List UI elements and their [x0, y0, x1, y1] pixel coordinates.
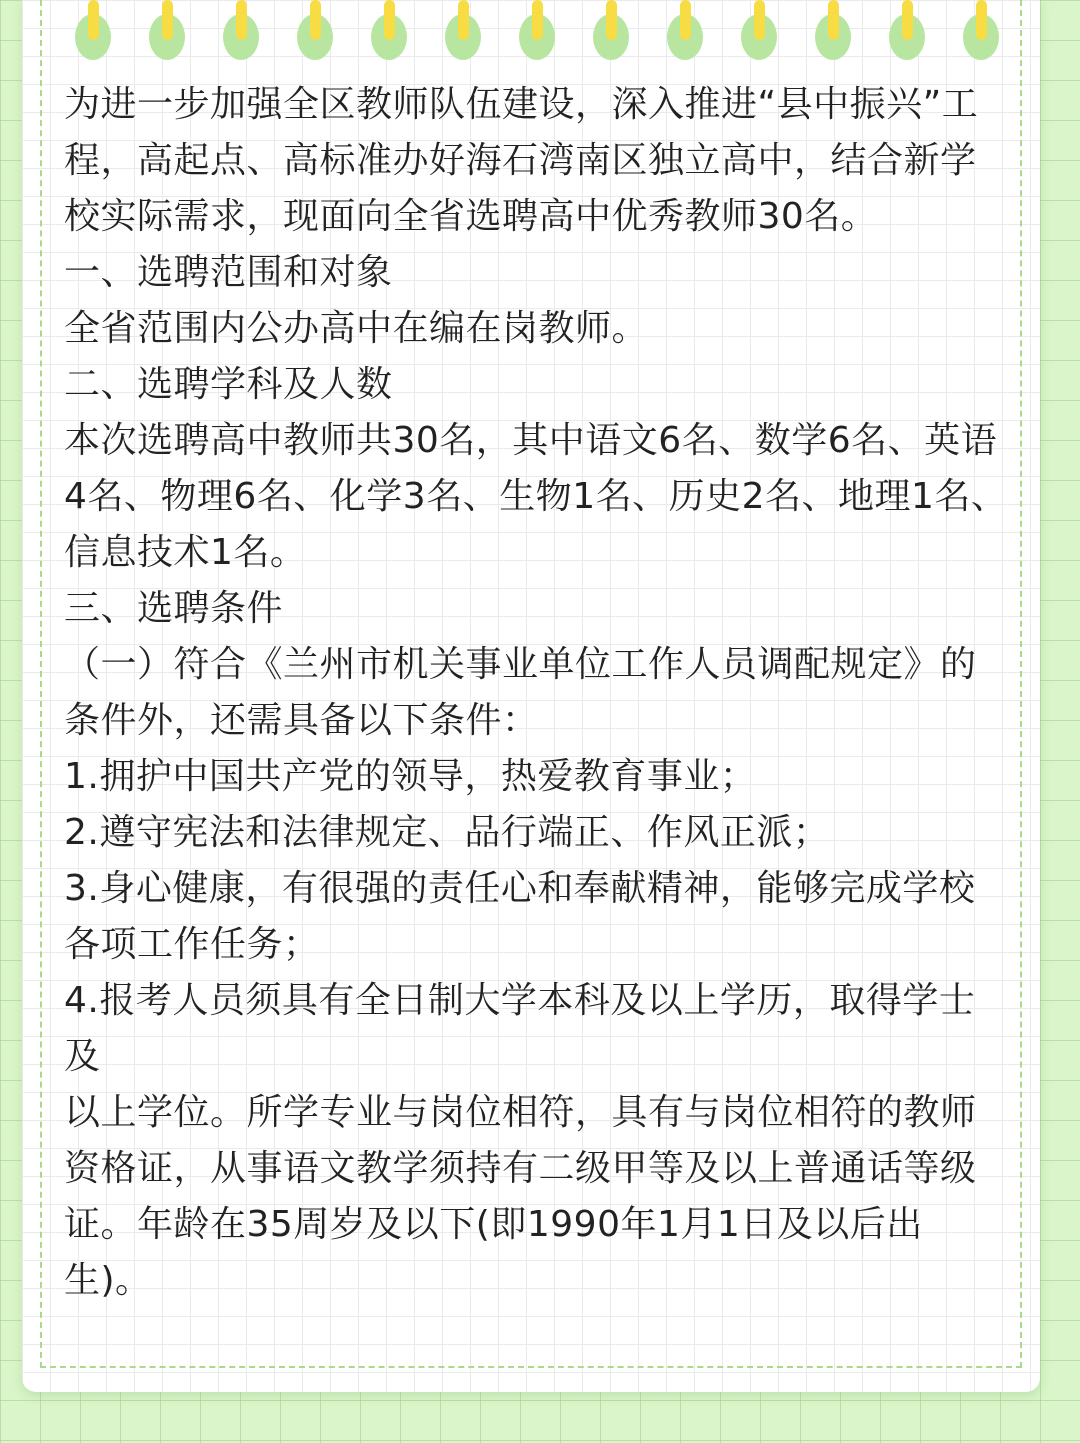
- section-heading-conditions: 三、选聘条件: [64, 588, 284, 629]
- clip-icon: [976, 0, 987, 40]
- subjects-paragraph: 本次选聘高中教师共30名，其中语文6名、数学6名、英语4名、物理6名、化学3名、生物1名、历史2名、地理1名、信息技术1名。: [64, 420, 1008, 573]
- condition-item-3: 3.身心健康，有很强的责任心和奉献精神，能够完成学校各项工作任务；: [64, 868, 976, 965]
- section-heading-subjects: 二、选聘学科及人数: [64, 364, 393, 405]
- ring-icon: [963, 14, 999, 60]
- clip-icon: [162, 0, 173, 40]
- ring-icon: [297, 14, 333, 60]
- ring-icon: [75, 14, 111, 60]
- ring-icon: [593, 14, 629, 60]
- notebook-paper: [22, 0, 1040, 1392]
- condition-item-4-continued: 以上学位。所学专业与岗位相符，具有与岗位相符的教师资格证，从事语文教学须持有二级甲等及以上普通话等级证。年龄在35周岁及以下(即1990年1月1日及以后出生)。: [64, 1092, 977, 1301]
- condition-item-2: 2.遵守宪法和法律规定、品行端正、作风正派；: [64, 812, 830, 853]
- scope-paragraph: 全省范围内公办高中在编在岗教师。: [64, 308, 649, 349]
- binder-rings: [22, 0, 1040, 70]
- section-heading-scope: 一、选聘范围和对象: [64, 252, 393, 293]
- clip-icon: [902, 0, 913, 40]
- ring-icon: [445, 14, 481, 60]
- clip-icon: [88, 0, 99, 40]
- condition-item-1: 1.拥护中国共产党的领导，热爱教育事业；: [64, 756, 757, 797]
- clip-icon: [680, 0, 691, 40]
- clip-icon: [384, 0, 395, 40]
- ring-icon: [223, 14, 259, 60]
- clip-icon: [754, 0, 765, 40]
- ring-icon: [519, 14, 555, 60]
- intro-paragraph: 为进一步加强全区教师队伍建设，深入推进“县中振兴”工程，高起点、高标准办好海石湾南区独立高中，结合新学校实际需求，现面向全省选聘高中优秀教师30名。: [64, 84, 979, 237]
- ring-icon: [667, 14, 703, 60]
- notice-text: [64, 77, 1009, 1309]
- clip-icon: [532, 0, 543, 40]
- ring-icon: [371, 14, 407, 60]
- ring-icon: [815, 14, 851, 60]
- ring-icon: [149, 14, 185, 60]
- clip-icon: [310, 0, 321, 40]
- ring-icon: [889, 14, 925, 60]
- clip-icon: [236, 0, 247, 40]
- clip-icon: [458, 0, 469, 40]
- ring-icon: [741, 14, 777, 60]
- clip-icon: [606, 0, 617, 40]
- clip-icon: [828, 0, 839, 40]
- condition-general: （一）符合《兰州市机关事业单位工作人员调配规定》的条件外，还需具备以下条件：: [64, 644, 977, 741]
- condition-item-4: 4.报考人员须具有全日制大学本科及以上学历，取得学士及: [64, 980, 976, 1077]
